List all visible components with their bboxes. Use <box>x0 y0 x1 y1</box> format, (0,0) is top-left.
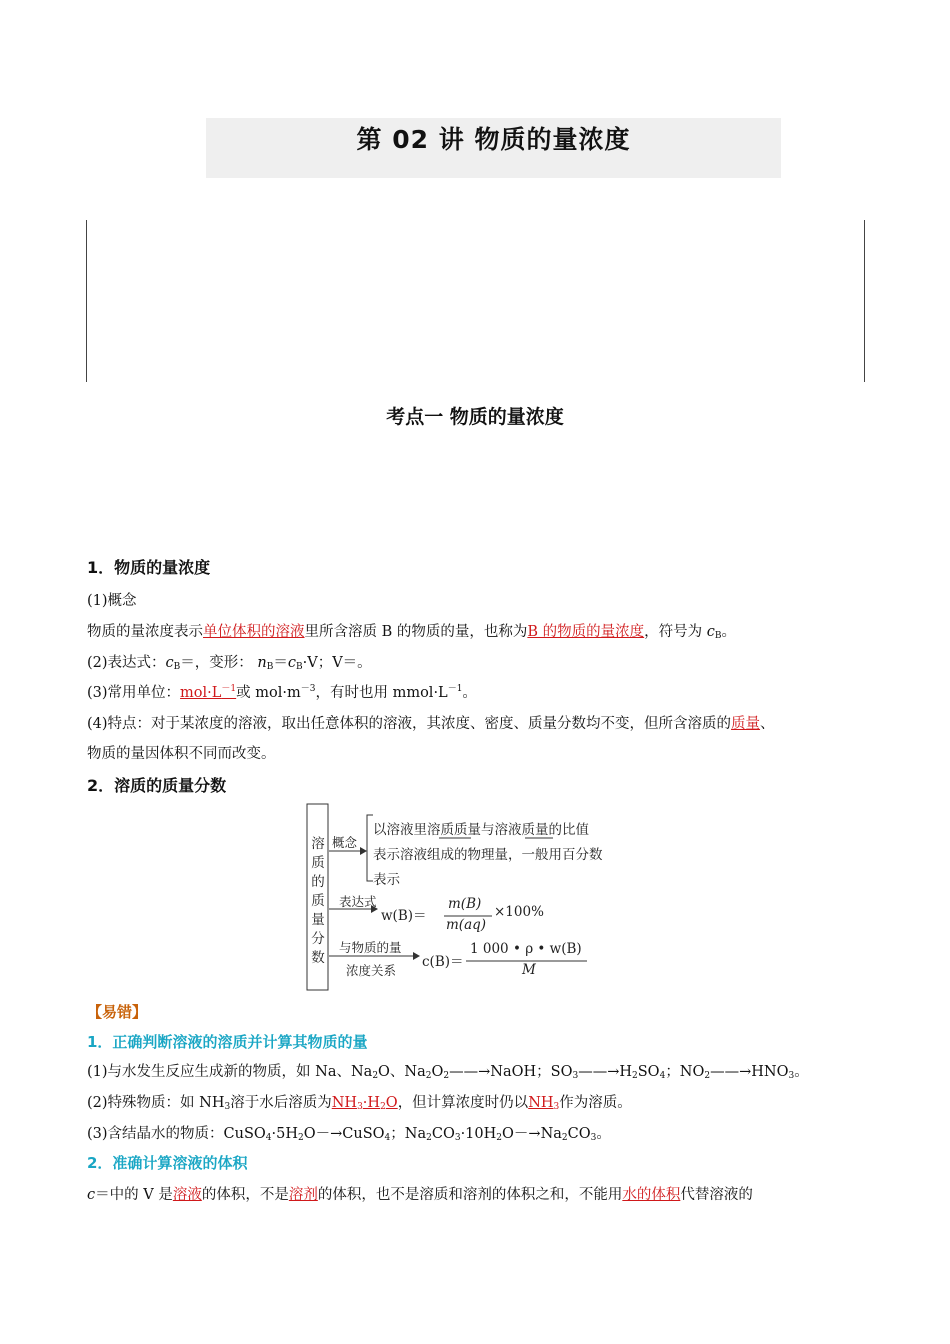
para-feature-2: 物质的量因体积不同而改变。 <box>87 746 276 762</box>
para-expression: (2)表达式：$c_B=$，变形： $n_B=c_B\cdot V$；V＝。 <box>87 655 372 672</box>
yicuo-item-2: (2)特殊物质：如 $NH_3$溶于水后溶质为$NH_3\cdot H_2O$，但计算浓度时仍以$NH_3$作为溶质。 <box>87 1095 632 1112</box>
yicuo-heading-2: 2．准确计算溶液的体积 <box>87 1154 248 1172</box>
relation-denominator: M <box>522 962 536 978</box>
expr-lhs: w(B)＝ <box>381 908 427 924</box>
expr-denominator: m(aq) <box>446 917 487 933</box>
relation-label-2: 浓度关系 <box>346 963 397 978</box>
frame-right-line <box>864 220 865 382</box>
section-title: 考点一 物质的量浓度 <box>386 406 564 428</box>
yicuo-volume-text: c＝中的 V 是溶液的体积，不是溶剂的体积，也不是溶质和溶剂的体积之和，不能用水的体积代替溶液的 <box>87 1187 753 1203</box>
relation-label-1: 与物质的量 <box>339 940 402 955</box>
yicuo-heading-1: 1．正确判断溶液的溶质并计算其物质的量 <box>87 1033 368 1051</box>
relation-numerator: 1 000 • ρ • w(B) <box>470 941 582 957</box>
para-feature: (4)特点：对于某浓度的溶液，取出任意体积的溶液，其浓度、密度、质量分数均不变，但所含溶质的质量、 <box>87 716 775 732</box>
heading-2: 2．溶质的质量分数 <box>87 776 227 795</box>
frame-left-line <box>86 220 87 382</box>
expr-label: 表达式 <box>339 894 377 909</box>
concept-line-1: 以溶液里溶质质量与溶液质量的比值 <box>373 822 589 838</box>
para-definition: 物质的量浓度表示单位体积的溶液里所含溶质 B 的物质的量，也称为B 的物质的量浓度，符号为 $c_B$。 <box>87 624 736 641</box>
yicuo-tag: 【易错】 <box>87 1003 148 1021</box>
expr-numerator: m(B) <box>448 896 482 912</box>
yicuo-item-3: (3)含结晶水的物质：$CuSO_4\cdot 5H_2O-\to CuSO_4$；$Na_2CO_3\cdot 10H_2O-\to Na_2CO_3$。 <box>87 1126 611 1143</box>
concept-label: 概念 <box>332 835 358 850</box>
relation-lhs: c(B)＝ <box>422 954 464 970</box>
mass-fraction-diagram <box>305 803 650 991</box>
heading-1: 1．物质的量浓度 <box>87 558 211 577</box>
concept-line-2: 表示溶液组成的物理量，一般用百分数 <box>373 847 603 863</box>
yicuo-item-1: (1)与水发生反应生成新的物质，如 Na、$Na_2O$、$Na_2O_2——\to NaOH$；$SO_3——\to H_2SO_4$；$NO_2——\to HNO_3$。 <box>87 1064 809 1081</box>
diagram-vertical-label: 溶 质 的 质 量 分 数 <box>311 836 325 966</box>
concept-line-3: 表示 <box>373 872 400 888</box>
para-concept: (1)概念 <box>87 593 137 609</box>
para-unit: (3)常用单位：$mol\cdot L^{-1}$或 $mol\cdot m^{-3}$，有时也用 $mmol\cdot L^{-1}$。 <box>87 684 477 701</box>
expr-tail: ×100% <box>494 904 544 920</box>
page-title: 第 02 讲 物质的量浓度 <box>356 125 631 154</box>
